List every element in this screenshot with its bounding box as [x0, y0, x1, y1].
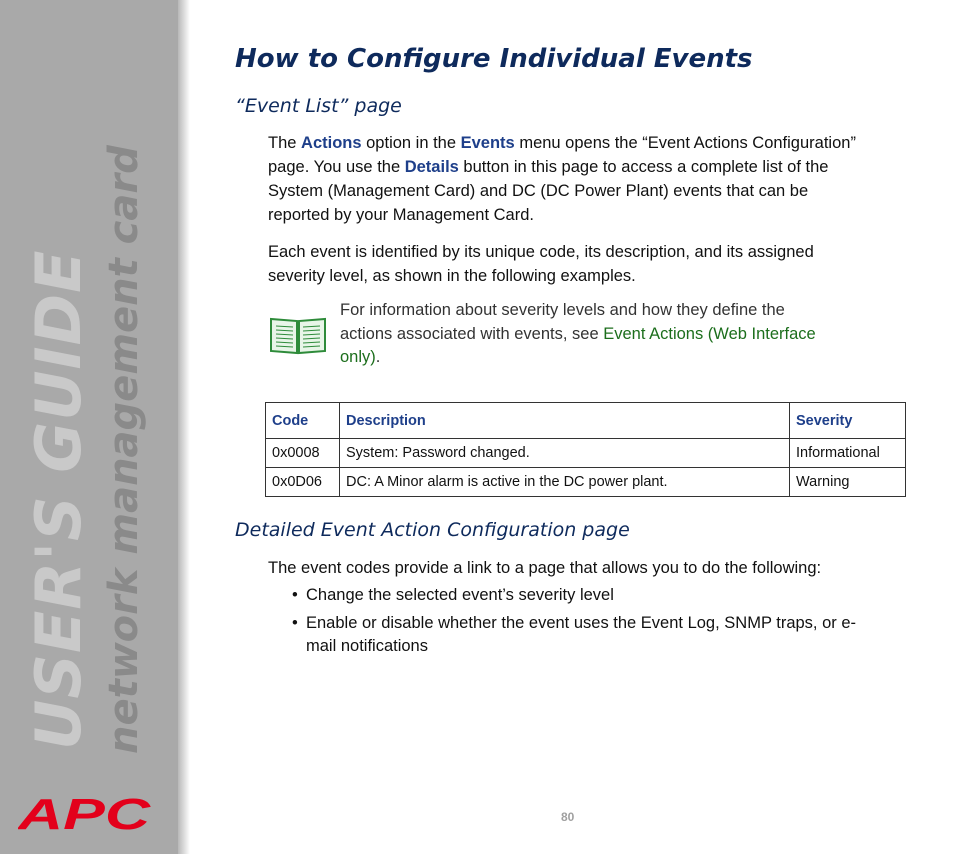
page-number: 80 [561, 810, 575, 824]
sidebar-subtitle: network management card [101, 145, 147, 754]
bullet-list [292, 584, 882, 663]
book-icon [269, 315, 327, 360]
event-actions-link[interactable]: Event Actions (Web Interface only) [340, 324, 816, 366]
table-row [266, 439, 906, 468]
list-item: • Enable or disable whether the event uses the Event Log, SNMP traps, or e-mail notifications [292, 613, 857, 655]
header-code: Code [266, 403, 340, 439]
apc-logo [18, 793, 158, 840]
list-item: • Change the selected event’s severity level [292, 584, 882, 608]
cell-severity: Warning [790, 468, 906, 497]
keyword-details: Details [404, 158, 459, 176]
cell-code: 0x0008 [266, 439, 340, 468]
section-title-event-list: “Event List” page [235, 95, 402, 117]
cell-description: System: Password changed. [340, 439, 790, 468]
events-table [265, 402, 906, 497]
header-severity: Severity [790, 403, 906, 439]
event-codes-paragraph: The event codes provide a link to a page that allows you to do the following: [268, 559, 822, 577]
logo-text: APC [18, 793, 152, 835]
keyword-events: Events [460, 134, 515, 152]
header-description: Description [340, 403, 790, 439]
table-header-row [266, 403, 906, 439]
keyword-actions: Actions [301, 134, 362, 152]
event-identification-paragraph: Each event is identified by its unique code, its description, and its assigned severity level, as shown in the following examples. [268, 243, 814, 285]
cell-description: DC: A Minor alarm is active in the DC power plant. [340, 468, 790, 497]
cell-code: 0x0D06 [266, 468, 340, 497]
bullet-icon: • [292, 586, 298, 604]
note-text: For information about severity levels and how they define the actions associated with events, see Event Actions (Web Interface only). [340, 301, 816, 366]
section-title-detailed-config: Detailed Event Action Configuration page [235, 519, 630, 541]
page-title: How to Configure Individual Events [235, 44, 753, 74]
sidebar [0, 0, 178, 854]
cell-severity: Informational [790, 439, 906, 468]
bullet-icon: • [292, 613, 298, 632]
intro-paragraph: The Actions option in the Events menu opens the “Event Actions Configuration” page. You use the Details button in this page to access a complete list of the System (Management Card) and DC (DC Power Plant) events that can be reported by your Management Card. [268, 134, 856, 224]
table-row [266, 468, 906, 497]
sidebar-title: USER'S GUIDE [22, 249, 95, 750]
sidebar-shadow [178, 0, 190, 854]
